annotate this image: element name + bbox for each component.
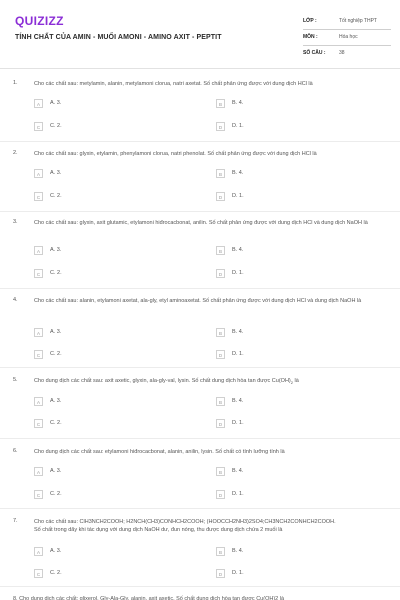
option-c-text: C. 2. — [50, 123, 62, 129]
option-b-box[interactable]: B — [216, 99, 225, 108]
option-d-text: D. 1. — [232, 420, 244, 426]
option-c-box[interactable]: C — [34, 122, 43, 131]
question-text: Cho các chất sau: glyxin, axit glutamic, etylamoni hiđrocacbonat, anilin. Số chất phản ứng được với dung dịch HCl và dung dịch NaOH là — [34, 220, 368, 226]
option-a-box[interactable]: A — [34, 467, 43, 476]
option-a-text: A. 3. — [50, 329, 62, 335]
question-divider — [0, 288, 400, 289]
question-divider — [0, 586, 400, 587]
option-c-box[interactable]: C — [34, 269, 43, 278]
option-c-text: C. 2. — [50, 351, 62, 357]
meta-class-value: Tốt nghiệp THPT — [339, 18, 377, 24]
question-text-line-1: Cho các chất sau: ClH3NCH2COOH; H2NCH(CH3)CONHCH2COOH; (HOOCCH2NH3)2SO4;CH3NCH2CONHCH2COOH. — [34, 519, 336, 525]
option-c-text: C. 2. — [50, 570, 62, 576]
option-c-text: C. 2. — [50, 193, 62, 199]
option-a-text: A. 3. — [50, 398, 62, 404]
option-b-text: B. 4. — [232, 100, 244, 106]
option-d-box[interactable]: D — [216, 269, 225, 278]
question-number: 3. — [13, 219, 18, 225]
option-b-text: B. 4. — [232, 398, 244, 404]
option-c-text: C. 2. — [50, 420, 62, 426]
meta-subject-value: Hóa học — [339, 34, 358, 40]
option-a-text: A. 3. — [50, 170, 62, 176]
question-number: 2. — [13, 150, 18, 156]
worksheet-meta — [303, 14, 391, 61]
question-text — [34, 518, 392, 534]
question-number: 4. — [13, 297, 18, 303]
option-d-box[interactable]: D — [216, 569, 225, 578]
option-a-text: A. 3. — [50, 100, 62, 106]
question-text-end: là — [292, 378, 299, 384]
question-text — [34, 377, 392, 387]
option-d-text: D. 1. — [232, 570, 244, 576]
option-a-text: A. 3. — [50, 468, 62, 474]
question-8-partial — [13, 595, 393, 600]
option-a-box[interactable]: A — [34, 169, 43, 178]
question-divider — [0, 438, 400, 439]
option-b-box[interactable]: B — [216, 397, 225, 406]
option-b-box[interactable]: B — [216, 246, 225, 255]
option-a-box[interactable]: A — [34, 99, 43, 108]
meta-subject-label: MÔN : — [303, 34, 318, 40]
option-d-text: D. 1. — [232, 491, 244, 497]
option-d-box[interactable]: D — [216, 192, 225, 201]
option-b-text: B. 4. — [232, 329, 244, 335]
option-d-text: D. 1. — [232, 351, 244, 357]
option-c-box[interactable]: C — [34, 490, 43, 499]
option-b-box[interactable]: B — [216, 547, 225, 556]
option-a-text: A. 3. — [50, 247, 62, 253]
option-c-box[interactable]: C — [34, 350, 43, 359]
quizizz-logo: QUIZIZZ — [15, 14, 64, 28]
question-text: Cho dung dịch các chất sau: etylamoni hiđrocacbonat, alanin, anilin, lysin. Số chất có tính lưỡng tính là — [34, 449, 285, 455]
question-text: Cho các chất sau: alanin, etylamoni axetat, ala-gly, etyl aminoaxetat. Số chất phản ứng được với dung dịch HCl và dung dịch NaOH là — [34, 298, 362, 304]
option-a-box[interactable]: A — [34, 547, 43, 556]
header-divider — [0, 68, 400, 69]
meta-count-value: 38 — [339, 50, 345, 56]
option-d-text: D. 1. — [232, 193, 244, 199]
option-c-text: C. 2. — [50, 491, 62, 497]
option-b-box[interactable]: B — [216, 169, 225, 178]
option-a-box[interactable]: A — [34, 397, 43, 406]
option-d-box[interactable]: D — [216, 490, 225, 499]
question-text: Cho các chất sau: metylamin, alanin, metylamoni clorua, natri axetat. Số chất phản ứng được với dung dịch HCl là — [34, 81, 313, 87]
option-d-box[interactable]: D — [216, 122, 225, 131]
question-divider — [0, 508, 400, 509]
option-b-box[interactable]: B — [216, 467, 225, 476]
option-b-text: B. 4. — [232, 548, 244, 554]
question-number: 5. — [13, 377, 18, 383]
meta-subject-row — [303, 30, 391, 46]
question-text-line-2: Số chất trong dãy khi tác dụng với dung dịch NaOH dư, đun nóng, thu được dung dịch chứa 2 muối là — [34, 527, 283, 533]
option-a-box[interactable]: A — [34, 246, 43, 255]
option-c-text: C. 2. — [50, 270, 62, 276]
question-text-main: Cho dung dịch các chất sau: axit axetic, glyxin, ala-gly-val, lysin. Số chất dung dịch hòa tan được Cu(OH) — [34, 378, 291, 384]
question-text: Cho các chất sau: glyxin, etylamin, phenylamoni clorua, natri phenolat. Số chất phản ứng được với dung dịch HCl là — [34, 151, 317, 157]
option-d-box[interactable]: D — [216, 419, 225, 428]
option-d-text: D. 1. — [232, 123, 244, 129]
option-c-box[interactable]: C — [34, 419, 43, 428]
worksheet-title: TÍNH CHẤT CỦA AMIN - MUỐI AMONI - AMINO AXIT - PEPTIT — [15, 34, 222, 41]
option-d-box[interactable]: D — [216, 350, 225, 359]
meta-count-label: SỐ CÂU : — [303, 50, 326, 56]
question-number: 6. — [13, 448, 18, 454]
option-a-box[interactable]: A — [34, 328, 43, 337]
meta-count-row — [303, 46, 391, 61]
meta-class-label: LỚP : — [303, 18, 317, 24]
option-b-text: B. 4. — [232, 247, 244, 253]
option-c-box[interactable]: C — [34, 192, 43, 201]
question-divider — [0, 211, 400, 212]
option-c-box[interactable]: C — [34, 569, 43, 578]
option-a-text: A. 3. — [50, 548, 62, 554]
question-8-text: 8. Cho dung dịch các chất: glixerol, Gly-Ala-Gly, alanin, axit axetic. Số chất dung dịch hòa tan được Cu(OH)2 là — [13, 596, 285, 600]
option-b-text: B. 4. — [232, 468, 244, 474]
question-divider — [0, 141, 400, 142]
question-number: 1. — [13, 80, 18, 86]
option-b-box[interactable]: B — [216, 328, 225, 337]
meta-class-row — [303, 14, 391, 30]
option-b-text: B. 4. — [232, 170, 244, 176]
question-text-subscript: 2 — [290, 380, 293, 386]
question-number: 7. — [13, 518, 18, 524]
question-divider — [0, 367, 400, 368]
option-d-text: D. 1. — [232, 270, 244, 276]
